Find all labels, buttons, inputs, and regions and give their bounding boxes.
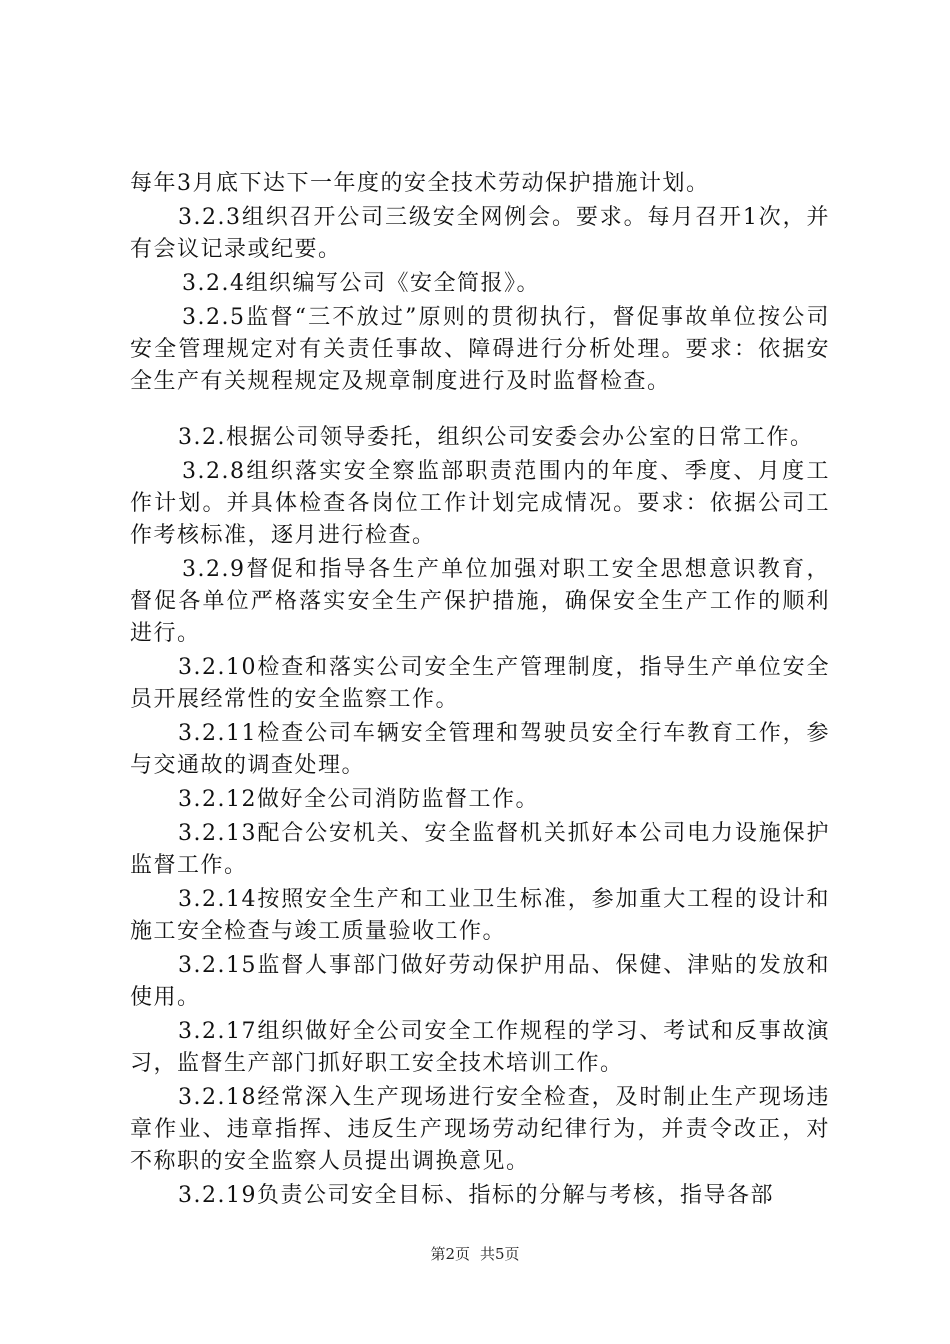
paragraph-11: 3.2.13配合公安机关、安全监督机关抓好本公司电力设施保护监督工作。 — [130, 821, 830, 878]
paragraph-3: 3.2.4组织编写公司《安全简报》。 — [182, 271, 540, 296]
paragraph-10: 3.2.12做好全公司消防监督工作。 — [178, 787, 539, 812]
paragraph-15: 3.2.18经常深入生产现场进行安全检查，及时制止生产现场违章作业、违章指挥、违反生产现场劳动纪律行为，并责令改正，对不称职的安全监察人员提出调换意见。 — [130, 1085, 830, 1174]
paragraph-9: 3.2.11检查公司车辆安全管理和驾驶员安全行车教育工作，参与交通故的调查处理。 — [130, 721, 830, 778]
paragraph-1: 每年3月底下达下一年度的安全技术劳动保护措施计划。 — [130, 171, 710, 196]
paragraph-8: 3.2.10检查和落实公司安全生产管理制度，指导生产单位安全员开展经常性的安全监察工作。 — [130, 655, 830, 712]
paragraph-4: 3.2.5监督“三不放过”原则的贯彻执行，督促事故单位按公司安全管理规定对有关责任事故、障碍进行分析处理。要求：依据安全生产有关规程规定及规章制度进行及时监督检查。 — [130, 305, 830, 394]
paragraph-5: 3.2.根据公司领导委托，组织公司安委会办公室的日常工作。 — [178, 425, 814, 450]
paragraph-16: 3.2.19负责公司安全目标、指标的分解与考核，指导各部 — [178, 1183, 774, 1208]
page-total: 共5页 — [480, 1245, 520, 1263]
paragraph-13: 3.2.15监督人事部门做好劳动保护用品、保健、津贴的发放和使用。 — [130, 953, 830, 1010]
paragraph-7: 3.2.9督促和指导各生产单位加强对职工安全思想意识教育，督促各单位严格落实安全生产保护措施，确保安全生产工作的顺利进行。 — [130, 557, 830, 646]
paragraph-6: 3.2.8组织落实安全察监部职责范围内的年度、季度、月度工作计划。并具体检查各岗位工作计划完成情况。要求：依据公司工作考核标准，逐月进行检查。 — [130, 459, 830, 548]
page-number: 第2页 — [430, 1245, 470, 1263]
document-body — [130, 168, 830, 1214]
page-footer — [0, 1243, 950, 1264]
paragraph-2: 3.2.3组织召开公司三级安全网例会。要求。每月召开1次，并有会议记录或纪要。 — [130, 205, 830, 262]
paragraph-12: 3.2.14按照安全生产和工业卫生标准，参加重大工程的设计和施工安全检查与竣工质量验收工作。 — [130, 887, 830, 944]
paragraph-14: 3.2.17组织做好全公司安全工作规程的学习、考试和反事故演习，监督生产部门抓好职工安全技术培训工作。 — [130, 1019, 830, 1076]
